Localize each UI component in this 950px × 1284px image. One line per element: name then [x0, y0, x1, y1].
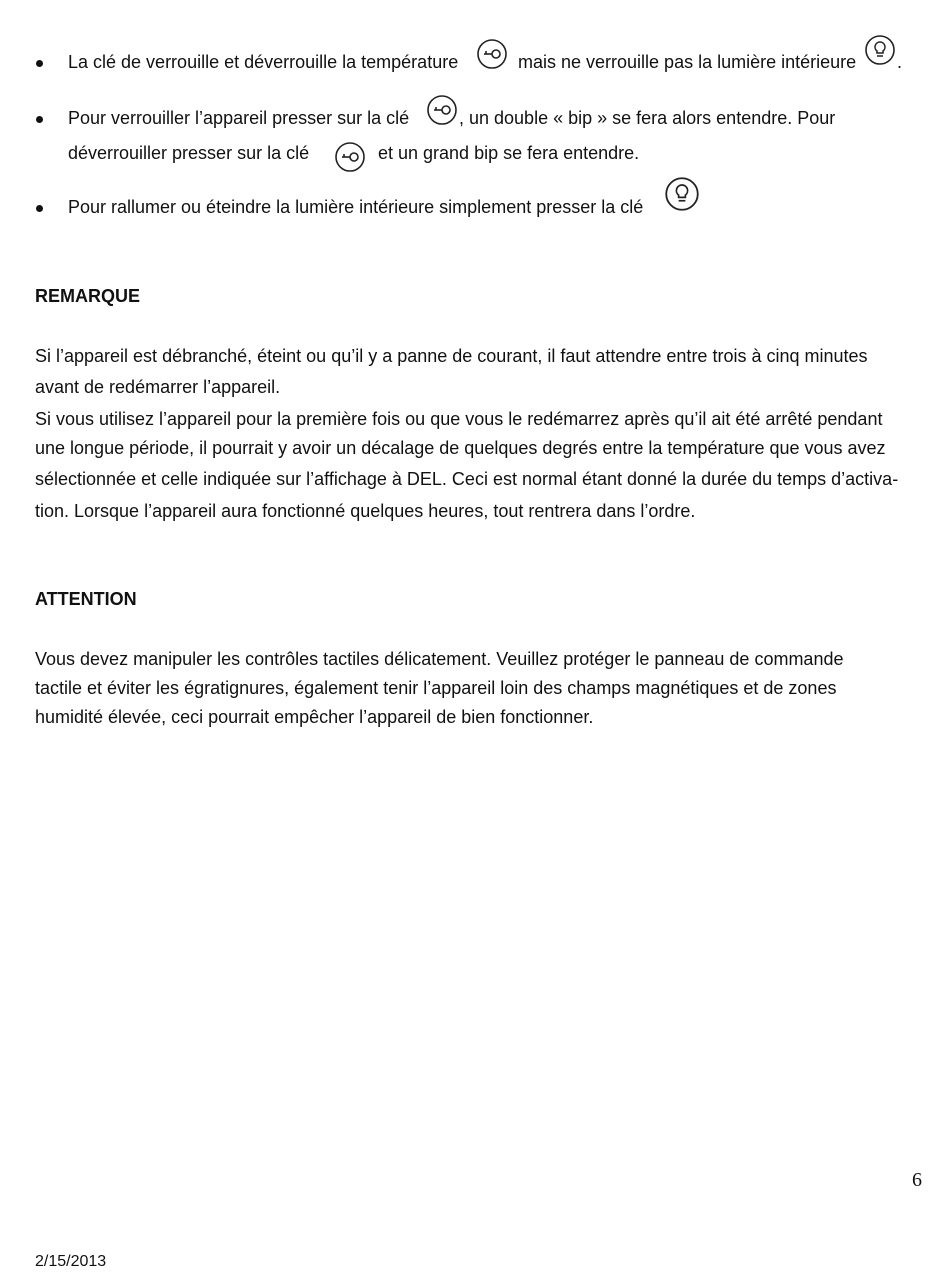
bullet-2-line2-before: déverrouiller presser sur la clé: [68, 143, 310, 163]
key-icon: [476, 38, 508, 70]
footer-date: 2/15/2013: [35, 1253, 107, 1270]
bullet-marker: [36, 205, 43, 212]
bullet-marker: [36, 116, 43, 123]
remarque-line: sélectionnée et celle indiquée sur l’affichage à DEL. Ceci est normal étant donné la durée du temps d’activa-: [35, 469, 899, 489]
remarque-line: tion. Lorsque l’appareil aura fonctionné quelques heures, tout rentrera dans l’ordre.: [35, 501, 696, 521]
remarque-line: Si vous utilisez l’appareil pour la première fois ou que vous le redémarrez après qu’il ait été arrêté pendant: [35, 409, 883, 429]
bullet-marker: [36, 60, 43, 67]
bullet-1-text-before: La clé de verrouille et déverrouille la température: [68, 52, 459, 72]
attention-line: Vous devez manipuler les contrôles tactiles délicatement. Veuillez protéger le panneau de commande: [35, 649, 844, 669]
key-icon: [426, 94, 458, 126]
bullet-3-text: Pour rallumer ou éteindre la lumière intérieure simplement presser la clé: [68, 197, 644, 217]
bullet-2-line2-after: et un grand bip se fera entendre.: [378, 143, 640, 163]
bullet-2-text-after: , un double « bip » se fera alors entendre. Pour: [459, 108, 836, 128]
remarque-heading: REMARQUE: [35, 286, 141, 306]
bullet-2-text-before: Pour verrouiller l’appareil presser sur la clé: [68, 108, 410, 128]
page-number: 6: [912, 1169, 922, 1191]
bullet-1-text-middle: mais ne verrouille pas la lumière intérieure: [518, 52, 857, 72]
bulb-icon: [664, 176, 700, 212]
key-icon: [334, 141, 366, 173]
remarque-line: Si l’appareil est débranché, éteint ou qu’il y a panne de courant, il faut attendre entre trois à cinq minutes: [35, 346, 868, 366]
bullet-1-text-end: .: [897, 52, 903, 72]
attention-line: humidité élevée, ceci pourrait empêcher l’appareil de bien fonctionner.: [35, 707, 594, 727]
attention-line: tactile et éviter les égratignures, également tenir l’appareil loin des champs magnétiques et de zones: [35, 678, 837, 698]
remarque-line: avant de redémarrer l’appareil.: [35, 377, 281, 397]
remarque-line: une longue période, il pourrait y avoir un décalage de quelques degrés entre la température que vous avez: [35, 438, 886, 458]
bulb-icon: [864, 34, 896, 66]
attention-heading: ATTENTION: [35, 589, 137, 609]
